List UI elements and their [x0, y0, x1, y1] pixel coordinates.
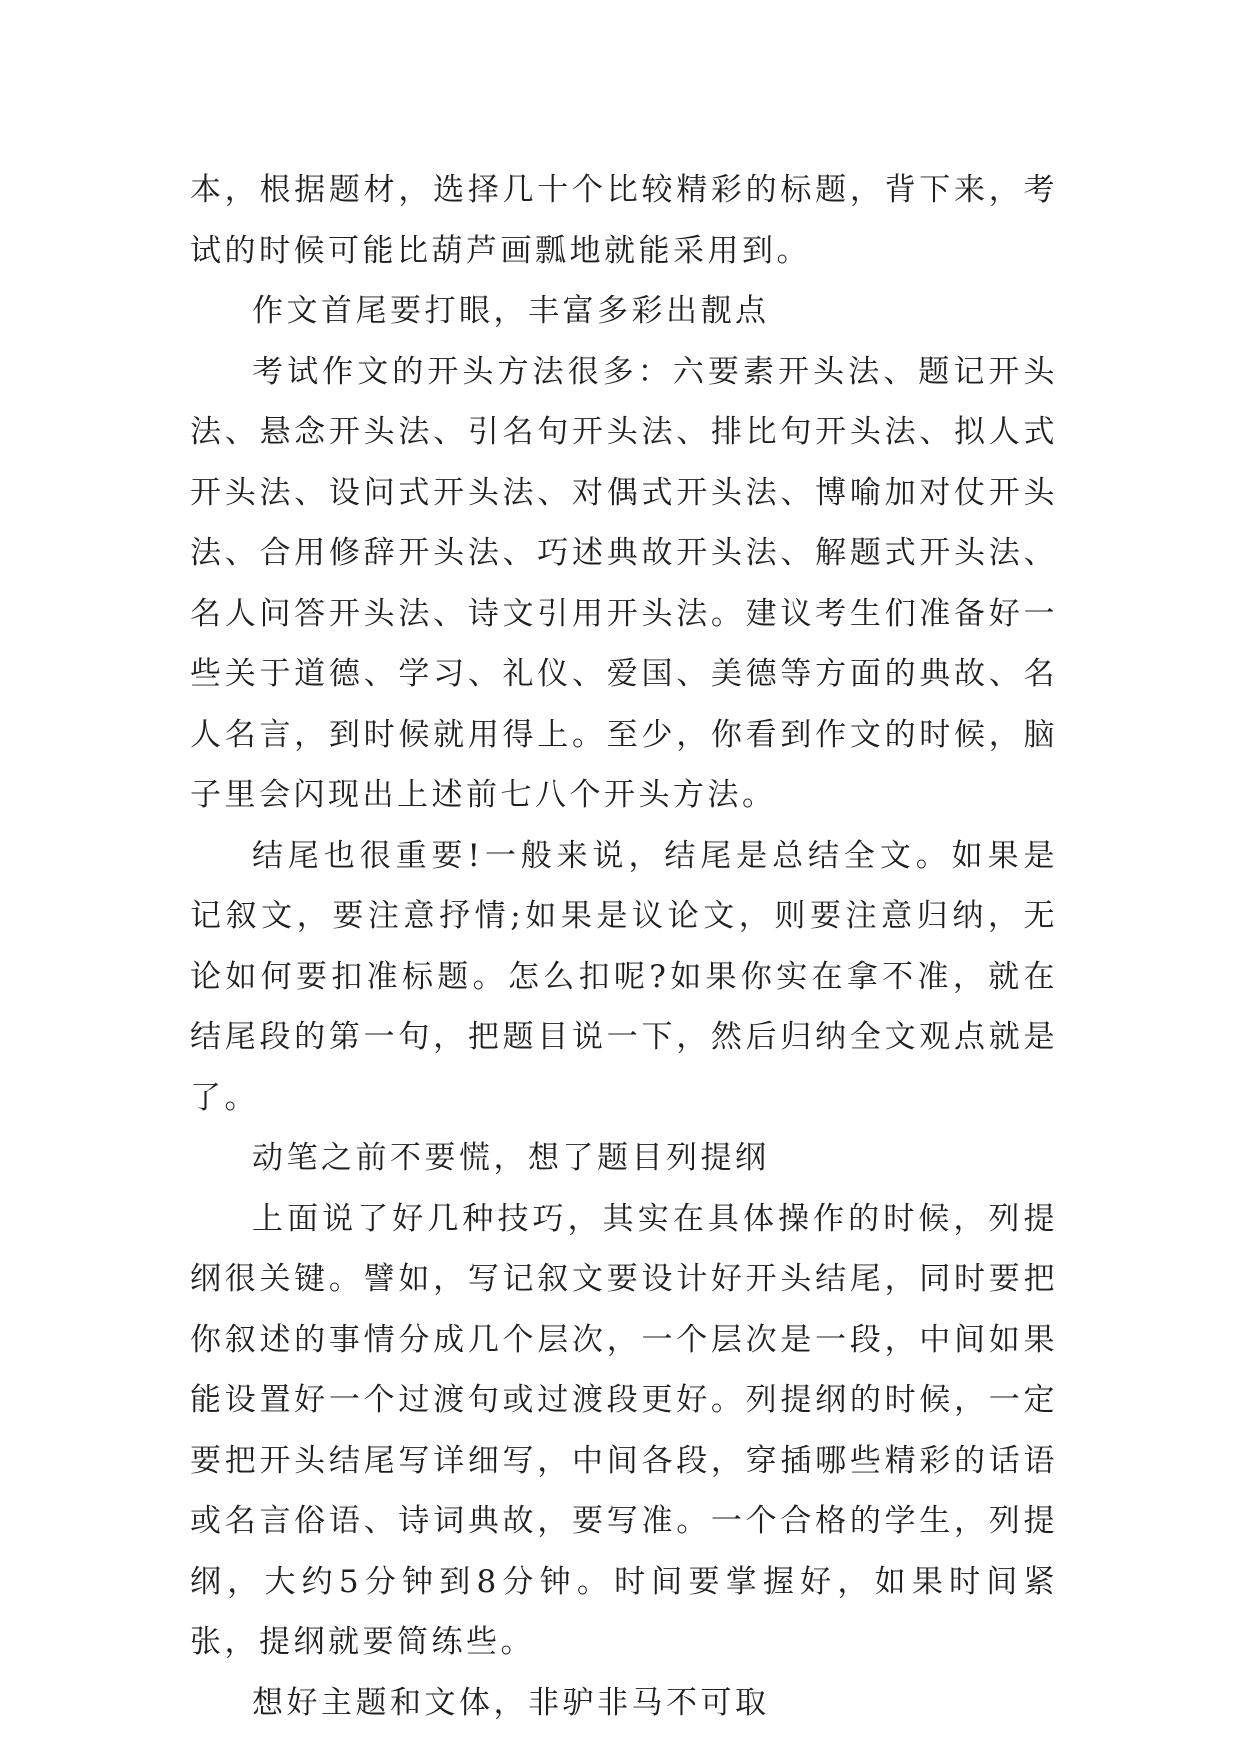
section-heading-outline: 动笔之前不要慌，想了题目列提纲: [252, 1140, 770, 1176]
paragraph-opening-methods: 考试作文的开头方法很多：六要素开头法、题记开头法、悬念开头法、引名句开头法、排比句开头法、拟人式开头法、设问式开头法、对偶式开头法、博喻加对仗开头法、合用修辞开头法、巧述典故开头法、解题式开头法、名人问答开头法、诗文引用开头法。建议考生们准备好一些关于道德、学习、礼仪、爱国、美德等方面的典故、名人名言，到时候就用得上。至少，你看到作文的时候，脑子里会闪现出上述前七八个开头方法。: [190, 353, 1058, 813]
section-heading-opening-ending: 作文首尾要打眼，丰富多彩出靓点: [252, 293, 770, 329]
paragraph-outline-tips: 上面说了好几种技巧，其实在具体操作的时候，列提纲很关键。譬如，写记叙文要设计好开头结尾，同时要把你叙述的事情分成几个层次，一个层次是一段，中间如果能设置好一个过渡句或过渡段更好。列提纲的时候，一定要把开头结尾写详细写，中间各段，穿插哪些精彩的话语或名言俗语、诗词典故，要写准。一个合格的学生，列提纲，大约5分钟到8分钟。时间要掌握好，如果时间紧张，提纲就要简练些。: [190, 1200, 1058, 1660]
paragraph-continuation: 本，根据题材，选择几十个比较精彩的标题，背下来，考试的时候可能比葫芦画瓢地就能采用到。: [190, 172, 1058, 269]
paragraph-ending-importance: 结尾也很重要!一般来说，结尾是总结全文。如果是记叙文，要注意抒情;如果是议论文，则要注意归纳，无论如何要扣准标题。怎么扣呢?如果你实在拿不准，就在结尾段的第一句，把题目说一下，然后归纳全文观点就是了。: [190, 837, 1058, 1116]
section-heading-theme-genre: 想好主题和文体，非驴非马不可取: [252, 1684, 770, 1721]
document-body: [190, 160, 1058, 1733]
